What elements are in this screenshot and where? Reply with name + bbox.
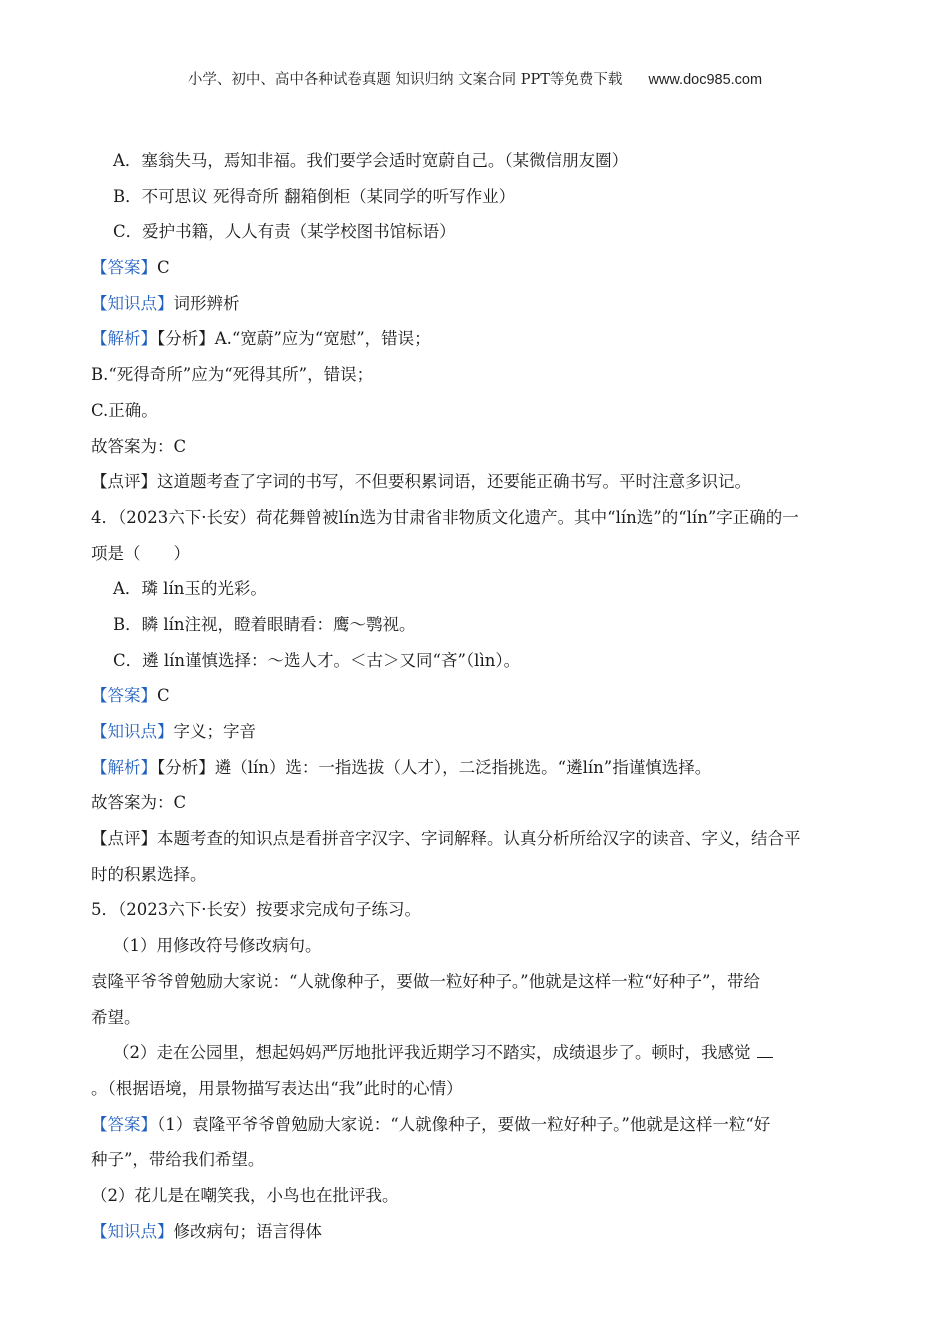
text-line	[91, 785, 861, 821]
line-text: （1）用修改符号修改病句。	[113, 936, 322, 956]
line-text: 袁隆平爷爷曾勉励大家说：“人就像种子，要做一粒好种子。”他就是这样一粒“好种子”，带给	[91, 971, 760, 991]
line-text: A．塞翁失马，焉知非福。我们要学会适时宽蔚自己。（某微信朋友圈）	[113, 151, 629, 170]
line-text: B．瞵 lín注视，瞪着眼睛看：鹰～鹗视。	[113, 614, 416, 634]
section-tag: 【答案】	[91, 686, 157, 706]
header-text: 小学、初中、高中各种试卷真题 知识归纳 文案合同 PPT等免费下载	[187, 72, 623, 88]
section-tag: 【解析】	[91, 329, 157, 349]
section-tag: 【解析】	[91, 757, 157, 777]
text-line	[91, 964, 861, 1000]
line-text: 【分析】遴（lín）选：一指选拔（人才），二泛指挑选。“遴lín”指谨慎选择。	[157, 757, 712, 777]
page-header	[0, 68, 950, 89]
text-line	[91, 143, 861, 179]
answer-blank	[757, 1043, 773, 1058]
line-text: 【点评】本题考查的知识点是看拼音字汉字、字词解释。认真分析所给汉字的读音、字义，结合平	[91, 829, 801, 849]
line-text: （1）袁隆平爷爷曾勉励大家说：“人就像种子，要做一粒好种子。”他就是这样一粒“好	[157, 1114, 771, 1134]
line-text: C.正确。	[91, 400, 158, 420]
line-text: 故答案为：C	[91, 793, 187, 813]
line-text: （2）走在公园里，想起妈妈严厉地批评我近期学习不踏实，成绩退步了。顿时，我感觉	[113, 1043, 751, 1063]
text-line	[91, 1071, 861, 1107]
section-tag: 【答案】	[91, 258, 157, 278]
text-line	[91, 214, 861, 250]
line-text: （2）花儿是在嘲笑我，小鸟也在批评我。	[91, 1185, 399, 1205]
line-text: 【点评】这道题考查了字词的书写，不但要积累词语，还要能正确书写。平时注意多识记。	[91, 472, 751, 492]
text-line	[91, 714, 861, 750]
line-text: 希望。	[91, 1007, 141, 1027]
text-line	[91, 678, 861, 714]
line-text: C	[157, 686, 170, 706]
text-line	[91, 500, 861, 536]
line-text: B.“死得奇所”应为“死得其所”，错误；	[91, 365, 374, 385]
header-site-link[interactable]: www.doc985.com	[648, 72, 763, 88]
text-line	[91, 357, 861, 393]
line-text: C	[157, 258, 170, 278]
text-line	[91, 571, 861, 607]
text-line	[91, 393, 861, 429]
text-line	[91, 321, 861, 357]
text-line	[91, 1214, 861, 1250]
text-line	[91, 464, 861, 500]
section-tag: 【知识点】	[91, 722, 174, 741]
text-line	[91, 250, 861, 286]
text-line	[91, 1035, 861, 1071]
line-text: B．不可思议 死得奇所 翻箱倒柜（某同学的听写作业）	[113, 186, 516, 206]
text-line	[91, 536, 861, 572]
line-text: C．爱护书籍，人人有责（某学校图书馆标语）	[113, 222, 456, 242]
line-text: 。（根据语境，用景物描写表达出“我”此时的心情）	[91, 1078, 463, 1098]
line-text: C．遴 lín谨慎选择：～选人才。＜古＞又同“吝”（lìn）。	[113, 650, 521, 670]
section-tag: 【知识点】	[91, 1221, 174, 1241]
line-text: 修改病句；语言得体	[173, 1221, 322, 1241]
text-line	[91, 607, 861, 643]
text-line	[91, 1142, 861, 1178]
text-line	[91, 1107, 861, 1143]
line-text: 项是（ ）	[91, 543, 190, 563]
line-text: 时的积累选择。	[91, 864, 207, 884]
section-tag: 【答案】	[91, 1114, 157, 1134]
line-text: 5．（2023六下·长安）按要求完成句子练习。	[91, 900, 421, 920]
line-text: 种子”，带给我们希望。	[91, 1150, 265, 1170]
line-text: 【分析】A.“宽蔚”应为“宽慰”，错误；	[157, 329, 431, 349]
line-text: 词形辨析	[173, 293, 240, 313]
line-text: 故答案为：C	[91, 436, 187, 456]
text-line	[91, 286, 861, 322]
text-line	[91, 429, 861, 465]
text-line	[91, 1178, 861, 1214]
line-text: A．璘 lín玉的光彩。	[113, 579, 267, 599]
text-line	[91, 821, 861, 857]
text-line	[91, 928, 861, 964]
line-text: 4．（2023六下·长安）荷花舞曾被lín选为甘肃省非物质文化遗产。其中“lín选”的“lín”字正确的一	[91, 507, 799, 527]
text-line	[91, 892, 861, 928]
text-line	[91, 179, 861, 215]
text-line	[91, 643, 861, 679]
section-tag: 【知识点】	[91, 293, 174, 313]
text-line	[91, 1000, 861, 1036]
document-body	[91, 143, 861, 1249]
text-line	[91, 857, 861, 893]
text-line	[91, 750, 861, 786]
line-text: 字义；字音	[173, 722, 256, 741]
